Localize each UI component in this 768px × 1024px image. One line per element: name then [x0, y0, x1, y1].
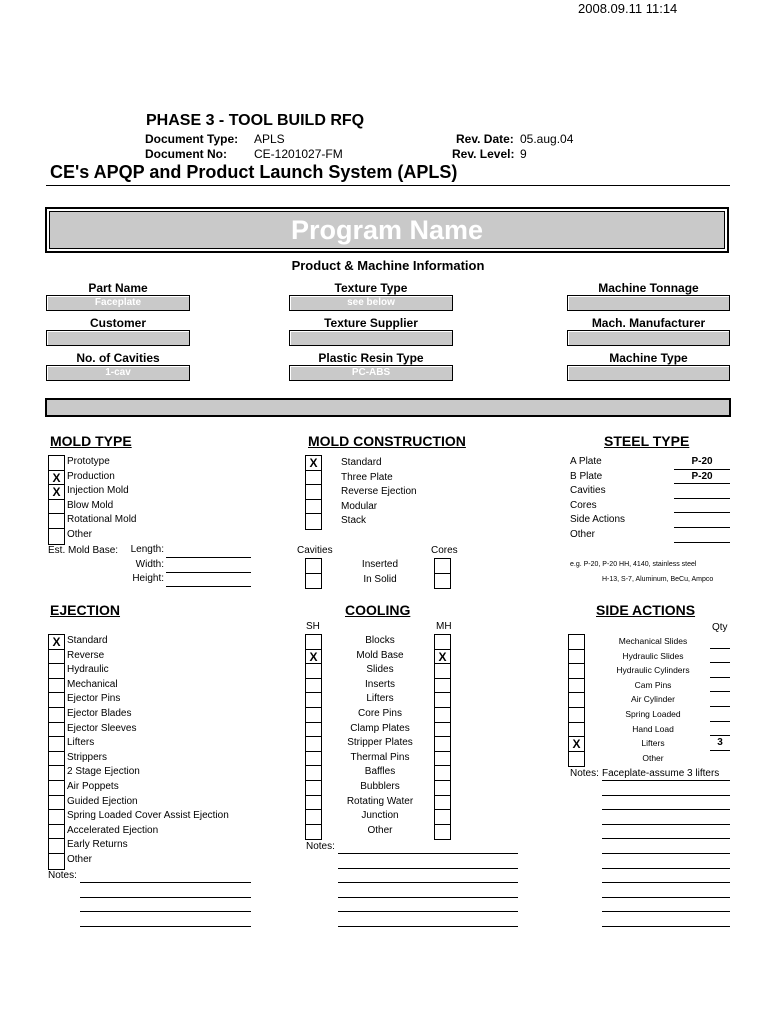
height-field[interactable] — [166, 586, 251, 587]
ejection-checkboxes — [48, 634, 65, 870]
cooling-label: Lifters — [366, 693, 394, 705]
checkbox-mh-blocks[interactable] — [435, 635, 450, 650]
texture-type-label: Texture Type — [334, 281, 408, 295]
steel-type-label: Other — [570, 528, 596, 540]
cavities-label: No. of Cavities — [76, 351, 160, 365]
mold-type-checkboxes — [48, 455, 65, 545]
cavities-col-label: Cavities — [297, 545, 333, 556]
program-name-banner — [45, 207, 729, 253]
machine-type-field[interactable] — [567, 365, 730, 381]
height-label: Height: — [132, 573, 164, 584]
steel-type-title: STEEL TYPE — [604, 433, 690, 449]
checkbox-ejection-reverse[interactable] — [49, 650, 64, 665]
steel-type-label: A Plate — [570, 456, 602, 467]
machine-type-label: Machine Type — [609, 351, 688, 365]
ejection-label: Spring Loaded Cover Assist Ejection — [67, 810, 229, 822]
mold-type-title: MOLD TYPE — [50, 433, 132, 449]
checkbox-early-returns[interactable] — [49, 839, 64, 854]
steel-note-1: e.g. P-20, P-20 HH, 4140, stainless steel — [570, 561, 697, 568]
side-actions-notes-line[interactable] — [602, 853, 730, 854]
steel-side-actions-field[interactable] — [674, 513, 730, 528]
side-actions-qty — [710, 634, 730, 751]
checkbox-ejection-other[interactable] — [49, 854, 64, 869]
checkbox-sh-baffles[interactable] — [306, 766, 321, 781]
checkbox-mh-bubblers[interactable] — [435, 781, 450, 796]
steel-other-field[interactable] — [674, 528, 730, 543]
checkbox-cores-in-solid[interactable] — [435, 574, 450, 589]
checkbox-standard[interactable]: X — [306, 456, 321, 471]
ejection-label: Ejector Pins — [67, 693, 121, 705]
cooling-label: Blocks — [365, 635, 395, 646]
cooling-notes-label: Notes: — [306, 841, 335, 852]
mold-construction-label: Three Plate — [341, 471, 393, 483]
cooling-mh-checkboxes — [434, 634, 451, 840]
steel-b-plate-field[interactable]: P-20 — [674, 470, 730, 485]
ejection-label: Other — [67, 853, 93, 865]
checkbox-side-other[interactable] — [569, 752, 584, 767]
inserted-label: Inserted — [361, 559, 399, 570]
part-name-label: Part Name — [88, 281, 148, 295]
qty-spring-loaded[interactable] — [710, 707, 730, 722]
side-actions-notes-line[interactable] — [602, 897, 730, 898]
side-action-label: Spring Loaded — [625, 708, 681, 719]
checkbox-sh-core-pins[interactable] — [306, 708, 321, 723]
ejection-label: Ejector Blades — [67, 707, 132, 719]
system-title: CE's APQP and Product Launch System (APLS) — [50, 162, 458, 182]
side-action-label: Cam Pins — [634, 679, 672, 690]
width-field[interactable] — [166, 572, 251, 573]
side-actions-notes-line[interactable] — [602, 926, 730, 927]
ejection-label: Reverse — [67, 649, 105, 661]
resin-type-label: Plastic Resin Type — [318, 351, 424, 365]
product-info-title: Product & Machine Information — [291, 258, 485, 273]
checkbox-hydraulic-cylinders[interactable] — [569, 664, 584, 679]
mach-manufacturer-field[interactable] — [567, 330, 730, 346]
length-label: Length: — [130, 544, 164, 555]
part-name-field[interactable]: Faceplate — [46, 295, 190, 311]
cooling-notes-line[interactable] — [338, 882, 518, 883]
est-mold-base-label: Est. Mold Base: — [48, 545, 119, 556]
checkbox-reverse-ejection[interactable] — [306, 485, 321, 500]
ejection-label: Hydraulic — [67, 664, 109, 676]
checkbox-sh-mold-base[interactable]: X — [306, 650, 321, 665]
qty-mechanical-slides[interactable] — [710, 634, 730, 649]
mold-construction-label: Standard — [341, 457, 382, 468]
doc-type-label: Document Type: — [145, 132, 239, 146]
ejection-label: 2 Stage Ejection — [67, 766, 140, 778]
checkbox-sh-junction[interactable] — [306, 810, 321, 825]
mold-type-label: Production — [67, 470, 115, 482]
checkbox-sh-thermal-pins[interactable] — [306, 752, 321, 767]
qty-hydraulic-slides[interactable] — [710, 649, 730, 664]
ejection-notes-line[interactable] — [80, 882, 251, 883]
form-title: PHASE 3 - TOOL BUILD RFQ — [146, 112, 365, 129]
cooling-label: Mold Base — [356, 649, 404, 661]
doc-no-value: CE-1201027-FM — [254, 147, 343, 161]
mold-construction-title: MOLD CONSTRUCTION — [308, 433, 466, 449]
checkbox-mh-inserts[interactable] — [435, 679, 450, 694]
rev-date-label: Rev. Date: — [456, 132, 514, 146]
checkbox-2-stage-ejection[interactable] — [49, 766, 64, 781]
width-label: Width: — [135, 559, 164, 570]
side-actions-notes-line[interactable] — [602, 824, 730, 825]
checkbox-cam-pins[interactable] — [569, 679, 584, 694]
mold-construction-labels — [341, 456, 417, 529]
ejection-title: EJECTION — [50, 602, 121, 618]
side-action-label: Other — [642, 752, 664, 763]
ejection-label: Strippers — [67, 751, 108, 763]
qty-cam-pins[interactable] — [710, 678, 730, 693]
checkbox-spring-loaded[interactable] — [569, 708, 584, 723]
length-field[interactable] — [166, 557, 251, 558]
rev-date-value: 05.aug.04 — [520, 132, 574, 146]
qty-hydraulic-cylinders[interactable] — [710, 663, 730, 678]
cooling-label: Thermal Pins — [350, 751, 410, 763]
ejection-notes-label: Notes: — [48, 870, 77, 881]
mold-type-label: Other — [67, 528, 93, 540]
mold-type-label: Blow Mold — [67, 499, 114, 511]
checkbox-ejection-hydraulic[interactable] — [49, 664, 64, 679]
checkbox-blow-mold[interactable] — [49, 500, 64, 515]
checkbox-spring-loaded-cover[interactable] — [49, 810, 64, 825]
steel-cavities-field[interactable] — [674, 484, 730, 499]
checkbox-sh-stripper-plates[interactable] — [306, 737, 321, 752]
side-action-label: Lifters — [641, 738, 665, 749]
customer-label: Customer — [89, 316, 146, 330]
mold-construction-label: Stack — [341, 515, 367, 527]
side-action-label: Hydraulic Slides — [622, 650, 684, 661]
checkbox-mh-slides[interactable] — [435, 664, 450, 679]
checkbox-cavities-inserted[interactable] — [306, 559, 321, 574]
steel-a-plate-field[interactable]: P-20 — [674, 455, 730, 470]
checkbox-other[interactable] — [49, 529, 64, 544]
checkbox-cavities-in-solid[interactable] — [306, 574, 321, 589]
side-actions-notes-line[interactable] — [602, 838, 730, 839]
checkbox-air-cylinder[interactable] — [569, 693, 584, 708]
cooling-notes-line[interactable] — [338, 926, 518, 927]
ejection-label: Mechanical — [67, 678, 118, 690]
side-actions-title: SIDE ACTIONS — [596, 602, 696, 618]
checkbox-sh-inserts[interactable] — [306, 679, 321, 694]
checkbox-cores-inserted[interactable] — [435, 559, 450, 574]
side-actions-notes-line[interactable] — [602, 868, 730, 869]
steel-type-label: Cores — [570, 499, 597, 511]
steel-type-label: B Plate — [570, 470, 603, 482]
cooling-label: Bubblers — [360, 780, 400, 792]
checkbox-sh-slides[interactable] — [306, 664, 321, 679]
mold-type-label: Prototype — [67, 456, 110, 467]
sh-label: SH — [306, 621, 320, 632]
side-action-label: Hand Load — [632, 723, 674, 734]
cooling-notes-line[interactable] — [338, 868, 518, 869]
checkbox-mh-other[interactable] — [435, 825, 450, 840]
ejection-label: Standard — [67, 635, 108, 646]
rev-level-label: Rev. Level: — [452, 147, 515, 161]
checkbox-ejection-standard[interactable]: X — [49, 635, 64, 650]
checkbox-sh-other[interactable] — [306, 825, 321, 840]
header-divider — [46, 185, 730, 186]
checkbox-mh-core-pins[interactable] — [435, 708, 450, 723]
cooling-sh-checkboxes — [305, 634, 322, 840]
checkbox-production[interactable]: X — [49, 471, 64, 486]
mold-construction-label: Reverse Ejection — [341, 486, 417, 498]
cooling-label: Junction — [361, 810, 399, 822]
checkbox-mechanical-slides[interactable] — [569, 635, 584, 650]
ejection-label: Ejector Sleeves — [67, 722, 137, 734]
mold-type-label: Injection Mold — [67, 485, 129, 497]
checkbox-sh-rotating-water[interactable] — [306, 796, 321, 811]
cooling-label: Stripper Plates — [347, 737, 413, 749]
side-action-label: Hydraulic Cylinders — [616, 665, 690, 676]
cavities-field[interactable]: 1-cav — [46, 365, 190, 381]
checkbox-ejection-lifters[interactable] — [49, 737, 64, 752]
side-actions-notes-line[interactable] — [602, 882, 730, 883]
checkbox-three-plate[interactable] — [306, 471, 321, 486]
ejection-label: Guided Ejection — [67, 795, 138, 807]
checkbox-hand-load[interactable] — [569, 723, 584, 738]
checkbox-sh-blocks[interactable] — [306, 635, 321, 650]
checkbox-prototype[interactable] — [49, 456, 64, 471]
mold-type-labels — [67, 455, 136, 543]
checkbox-mh-clamp-plates[interactable] — [435, 723, 450, 738]
cooling-notes-line[interactable] — [338, 897, 518, 898]
steel-type-label: Side Actions — [570, 514, 626, 526]
ejection-label: Early Returns — [67, 839, 128, 851]
side-action-label: Mechanical Slides — [618, 636, 688, 646]
mold-type-label: Rotational Mold — [67, 514, 137, 526]
cooling-notes-line[interactable] — [338, 911, 518, 912]
cooling-label: Other — [367, 824, 393, 836]
mold-construction-label: Modular — [341, 500, 378, 512]
ejection-label: Lifters — [67, 737, 95, 749]
doc-type-value: APLS — [254, 132, 285, 146]
side-action-label: Air Cylinder — [631, 694, 675, 705]
customer-field[interactable] — [46, 330, 190, 346]
checkbox-mh-lifters[interactable] — [435, 693, 450, 708]
checkbox-air-poppets[interactable] — [49, 781, 64, 796]
side-actions-notes-label: Notes: — [570, 768, 599, 779]
checkbox-injection-mold[interactable]: X — [49, 485, 64, 500]
steel-cores-field[interactable] — [674, 499, 730, 514]
cooling-label: Baffles — [364, 766, 396, 778]
ejection-notes-line[interactable] — [80, 897, 251, 898]
checkbox-mh-mold-base[interactable]: X — [435, 650, 450, 665]
checkbox-stack[interactable] — [306, 514, 321, 529]
checkbox-mh-junction[interactable] — [435, 810, 450, 825]
mach-manufacturer-label: Mach. Manufacturer — [591, 316, 706, 330]
qty-air-cylinder[interactable] — [710, 692, 730, 707]
side-actions-labels — [598, 634, 708, 765]
machine-tonnage-field[interactable] — [567, 295, 730, 311]
side-actions-notes-value[interactable]: Faceplate-assume 3 lifters — [602, 768, 730, 781]
steel-type-label: Cavities — [570, 485, 606, 497]
machine-tonnage-label: Machine Tonnage — [598, 281, 699, 295]
cooling-label: Core Pins — [358, 707, 402, 719]
side-actions-notes-line[interactable] — [602, 911, 730, 912]
checkbox-accelerated-ejection[interactable] — [49, 825, 64, 840]
side-actions-checkboxes — [568, 634, 585, 767]
checkbox-side-lifters[interactable]: X — [569, 737, 584, 752]
checkbox-ejector-pins[interactable] — [49, 693, 64, 708]
ejection-notes-line[interactable] — [80, 926, 251, 927]
checkbox-sh-bubblers[interactable] — [306, 781, 321, 796]
print-timestamp: 2008.09.11 11:14 — [578, 1, 678, 16]
cooling-label: Inserts — [364, 678, 395, 690]
texture-supplier-label: Texture Supplier — [324, 316, 418, 330]
checkbox-ejection-mechanical[interactable] — [49, 679, 64, 694]
steel-note-2: H-13, S-7, Aluminum, BeCu, Ampco — [602, 576, 714, 583]
ejection-label: Accelerated Ejection — [67, 824, 159, 836]
checkbox-strippers[interactable] — [49, 752, 64, 767]
checkbox-sh-clamp-plates[interactable] — [306, 723, 321, 738]
mh-label: MH — [436, 621, 452, 632]
cooling-label: Clamp Plates — [350, 722, 410, 734]
resin-type-field[interactable]: PC-ABS — [289, 365, 453, 381]
mold-construction-checkboxes — [305, 455, 322, 530]
steel-type-values — [674, 455, 730, 543]
program-name[interactable]: Program Name — [49, 211, 725, 249]
checkbox-sh-lifters[interactable] — [306, 693, 321, 708]
texture-supplier-field[interactable] — [289, 330, 453, 346]
checkbox-ejector-sleeves[interactable] — [49, 723, 64, 738]
section-divider-bar — [45, 398, 731, 417]
qty-lifters[interactable]: 3 — [710, 736, 730, 751]
cores-checkboxes — [434, 558, 451, 589]
checkbox-modular[interactable] — [306, 500, 321, 515]
cavities-checkboxes — [305, 558, 322, 589]
checkbox-mh-thermal-pins[interactable] — [435, 752, 450, 767]
cores-col-label: Cores — [431, 545, 458, 556]
qty-label: Qty — [712, 622, 728, 633]
ejection-notes-line[interactable] — [80, 911, 251, 912]
cooling-labels — [330, 634, 430, 838]
checkbox-mh-rotating-water[interactable] — [435, 796, 450, 811]
checkbox-guided-ejection[interactable] — [49, 796, 64, 811]
rev-level-value: 9 — [520, 147, 527, 161]
checkbox-hydraulic-slides[interactable] — [569, 650, 584, 665]
qty-hand-load[interactable] — [710, 722, 730, 737]
cooling-notes-line[interactable] — [338, 853, 518, 854]
checkbox-rotational-mold[interactable] — [49, 514, 64, 529]
ejection-label: Air Poppets — [67, 780, 119, 792]
in-solid-label: In Solid — [363, 574, 397, 585]
ejection-labels — [67, 634, 229, 868]
checkbox-ejector-blades[interactable] — [49, 708, 64, 723]
texture-type-field[interactable]: see below — [289, 295, 453, 311]
steel-type-labels — [570, 455, 625, 543]
cooling-label: Slides — [366, 664, 394, 676]
checkbox-mh-stripper-plates[interactable] — [435, 737, 450, 752]
doc-no-label: Document No: — [145, 147, 227, 161]
side-actions-notes-line[interactable] — [602, 795, 730, 796]
cooling-title: COOLING — [345, 602, 411, 618]
checkbox-mh-baffles[interactable] — [435, 766, 450, 781]
cooling-label: Rotating Water — [346, 795, 414, 807]
side-actions-notes-line[interactable] — [602, 809, 730, 810]
